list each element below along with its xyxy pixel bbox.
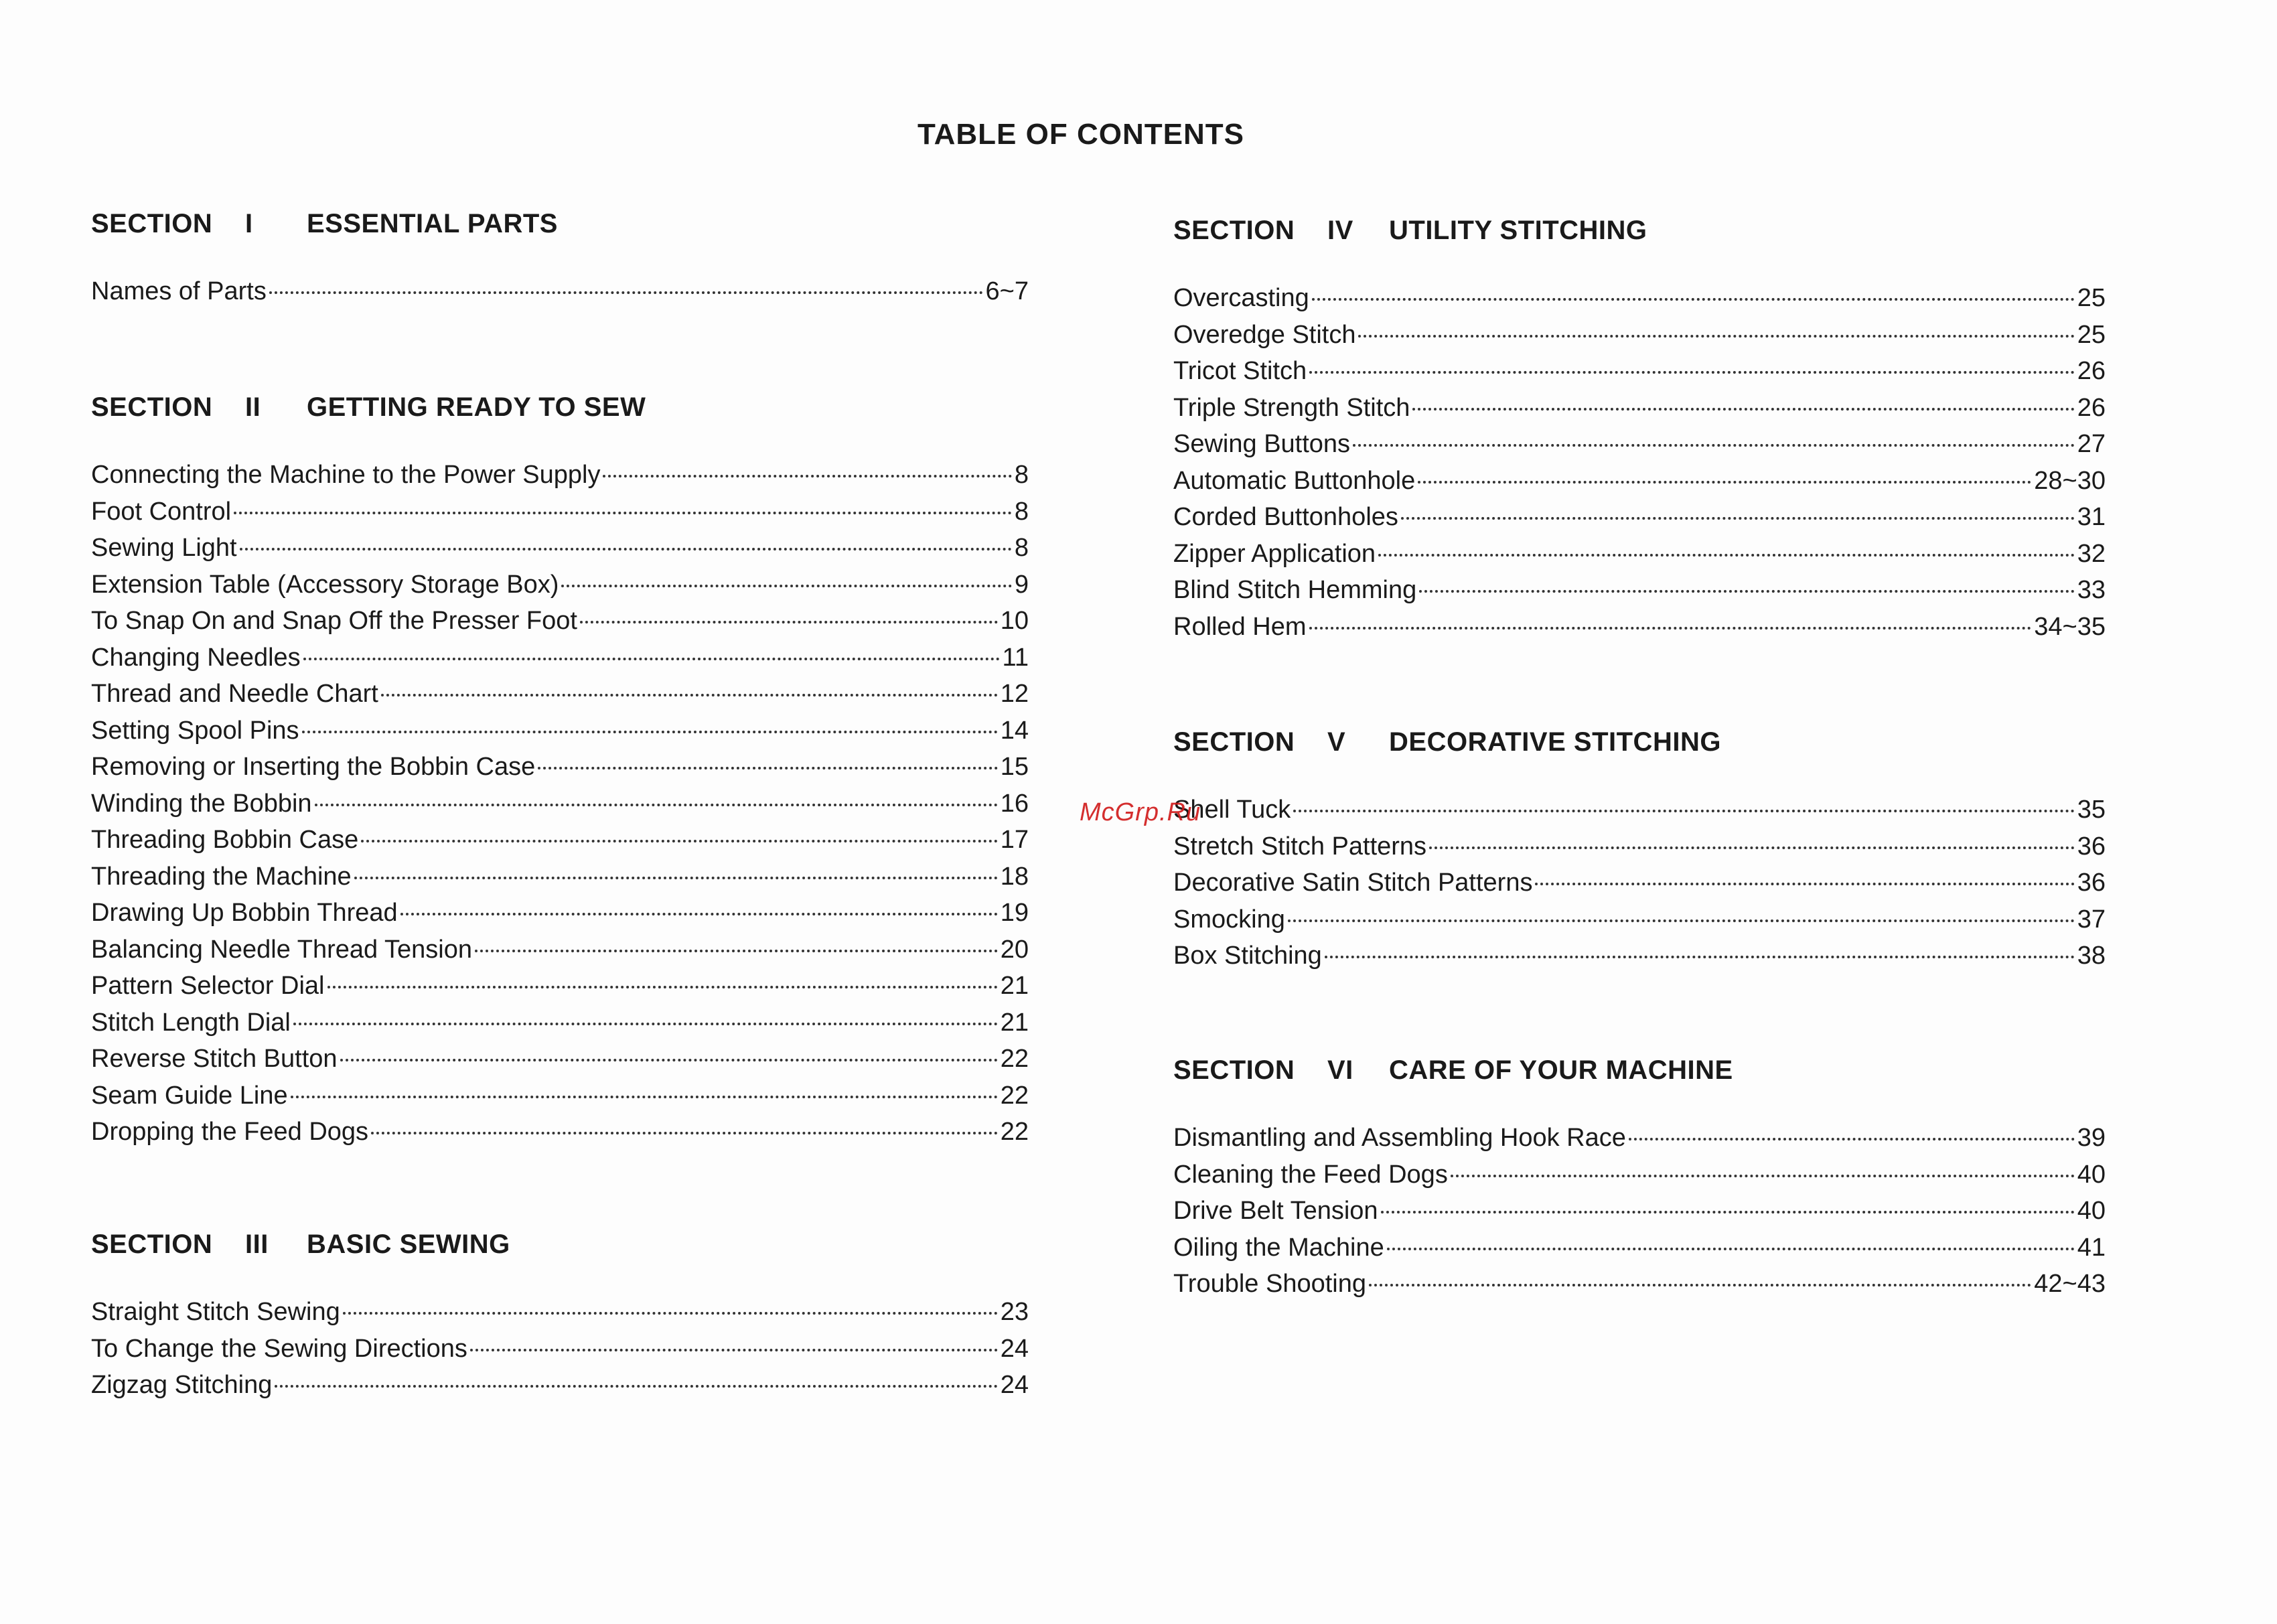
section-number: IV (1327, 216, 1353, 245)
entry-page-number: 18 (1000, 862, 1029, 891)
dot-leader (1451, 1175, 2075, 1177)
entry-page-number: 40 (2077, 1160, 2106, 1189)
dot-leader (361, 840, 997, 842)
entry-page-number: 8 (1014, 534, 1029, 562)
dot-leader (1419, 590, 2074, 593)
entry-page-number: 28~30 (2034, 466, 2106, 495)
entry-page-number: 12 (1000, 680, 1029, 708)
dot-leader (1369, 1284, 2031, 1286)
entry-title: Oiling the Machine (1173, 1233, 1384, 1262)
section-number: I (245, 209, 253, 238)
toc-entry (1173, 321, 2106, 358)
entry-title: Zipper Application (1173, 539, 1376, 568)
entry-title: To Change the Sewing Directions (91, 1334, 467, 1363)
entry-page-number: 35 (2077, 796, 2106, 824)
section-label: SECTION (1173, 216, 1295, 245)
dot-leader (1325, 956, 2075, 958)
entry-page-number: 41 (2077, 1233, 2106, 1262)
toc-entry (91, 753, 1029, 790)
entry-page-number: 14 (1000, 716, 1029, 745)
toc-entry (1173, 503, 2106, 540)
dot-leader (470, 1349, 998, 1351)
entry-title: Winding the Bobbin (91, 789, 312, 818)
toc-entry (1173, 394, 2106, 431)
entry-title: Stretch Stitch Patterns (1173, 832, 1427, 861)
toc-entry (1173, 357, 2106, 394)
entry-title: Automatic Buttonhole (1173, 466, 1416, 495)
entry-title: Stitch Length Dial (91, 1008, 291, 1037)
entry-title: Threading the Machine (91, 862, 352, 891)
dot-leader (1418, 481, 2031, 484)
dot-leader (293, 1023, 998, 1025)
dot-leader (1535, 883, 2074, 885)
toc-section (1173, 727, 2106, 978)
entry-page-number: 20 (1000, 935, 1029, 964)
entry-page-number: 40 (2077, 1197, 2106, 1225)
entry-page-number: 32 (2077, 539, 2106, 568)
toc-entry-list (1173, 284, 2106, 649)
entry-page-number: 8 (1014, 461, 1029, 489)
dot-leader (234, 512, 1012, 514)
dot-leader (561, 585, 1011, 587)
entry-title: Sewing Buttons (1173, 430, 1351, 458)
dot-leader (1378, 554, 2075, 557)
entry-page-number: 26 (2077, 357, 2106, 385)
watermark-text: McGrp.Ru (1080, 798, 1201, 826)
entry-page-number: 21 (1000, 972, 1029, 1000)
entry-title: Dropping the Feed Dogs (91, 1118, 369, 1146)
section-heading (91, 392, 1029, 430)
toc-entry (1173, 942, 2106, 978)
entry-page-number: 27 (2077, 430, 2106, 458)
entry-title: Balancing Needle Thread Tension (91, 935, 472, 964)
toc-entry (1173, 1234, 2106, 1270)
toc-entry (91, 1371, 1029, 1408)
dot-leader (1381, 1211, 2075, 1213)
entry-title: Thread and Needle Chart (91, 680, 378, 708)
section-label: SECTION (91, 209, 213, 238)
toc-section (91, 392, 1029, 1155)
entry-page-number: 15 (1000, 753, 1029, 781)
entry-title: Drawing Up Bobbin Thread (91, 899, 398, 927)
toc-entry (1173, 467, 2106, 504)
dot-leader (1387, 1248, 2075, 1250)
entry-page-number: 9 (1014, 570, 1029, 599)
entry-title: Drive Belt Tension (1173, 1197, 1378, 1225)
entry-page-number: 38 (2077, 942, 2106, 970)
entry-title: Connecting the Machine to the Power Supply (91, 461, 601, 489)
entry-page-number: 8 (1014, 497, 1029, 526)
section-label: SECTION (91, 392, 213, 422)
entry-page-number: 22 (1000, 1081, 1029, 1110)
toc-entry (91, 972, 1029, 1009)
dot-leader (340, 1059, 998, 1061)
entry-page-number: 31 (2077, 503, 2106, 531)
dot-leader (1629, 1138, 2075, 1140)
entry-title: Dismantling and Assembling Hook Race (1173, 1124, 1626, 1152)
dot-leader (291, 1096, 998, 1098)
toc-section (91, 209, 1029, 314)
section-number: V (1327, 727, 1346, 757)
entry-page-number: 34~35 (2034, 612, 2106, 641)
toc-entry (1173, 613, 2106, 650)
section-label: SECTION (91, 1230, 213, 1259)
section-title: ESSENTIAL PARTS (307, 209, 558, 238)
toc-entry (91, 1009, 1029, 1045)
toc-entry (1173, 576, 2106, 613)
toc-entry (91, 717, 1029, 753)
section-number: VI (1327, 1055, 1353, 1085)
entry-page-number: 24 (1000, 1371, 1029, 1399)
entry-title: Corded Buttonholes (1173, 503, 1398, 531)
dot-leader (1309, 627, 2032, 630)
toc-entry (91, 1118, 1029, 1155)
toc-entry (1173, 1270, 2106, 1307)
section-number: II (245, 392, 261, 422)
section-title: BASIC SEWING (307, 1230, 510, 1259)
toc-section (1173, 1055, 2106, 1307)
toc-section (1173, 216, 2106, 649)
entry-title: Sewing Light (91, 534, 237, 562)
dot-leader (580, 621, 998, 623)
dot-leader (1358, 335, 2074, 338)
dot-leader (303, 658, 1000, 660)
entry-page-number: 17 (1000, 826, 1029, 854)
entry-title: Overcasting (1173, 284, 1309, 312)
toc-section (91, 1230, 1029, 1408)
dot-leader (1353, 444, 2075, 447)
toc-entry (91, 1298, 1029, 1335)
entry-title: Extension Table (Accessory Storage Box) (91, 570, 559, 599)
entry-page-number: 21 (1000, 1008, 1029, 1037)
entry-page-number: 26 (2077, 393, 2106, 422)
entry-title: Changing Needles (91, 643, 301, 672)
entry-title: Threading Bobbin Case (91, 826, 359, 854)
entry-page-number: 10 (1000, 607, 1029, 635)
toc-entry (91, 571, 1029, 607)
toc-entry (91, 1045, 1029, 1082)
entry-page-number: 36 (2077, 832, 2106, 861)
toc-entry (91, 826, 1029, 863)
dot-leader (1293, 810, 2074, 812)
entry-title: Tricot Stitch (1173, 357, 1307, 385)
toc-entry-list (91, 1298, 1029, 1408)
entry-title: Straight Stitch Sewing (91, 1298, 340, 1326)
entry-title: Seam Guide Line (91, 1081, 288, 1110)
dot-leader (538, 767, 997, 769)
dot-leader (603, 475, 1011, 477)
section-number: III (245, 1230, 269, 1259)
entry-title: Trouble Shooting (1173, 1270, 1367, 1298)
section-heading (1173, 216, 2106, 253)
entry-title: Decorative Satin Stitch Patterns (1173, 869, 1533, 897)
page-title: TABLE OF CONTENTS (917, 118, 1244, 151)
section-title: CARE OF YOUR MACHINE (1389, 1055, 1733, 1085)
toc-entry (1173, 540, 2106, 577)
toc-entry (1173, 869, 2106, 905)
entry-title: Rolled Hem (1173, 612, 1307, 641)
toc-entry (91, 1082, 1029, 1118)
toc-entry (1173, 284, 2106, 321)
section-title: UTILITY STITCHING (1389, 216, 1647, 245)
entry-title: Names of Parts (91, 277, 267, 305)
entry-title: Removing or Inserting the Bobbin Case (91, 753, 536, 781)
dot-leader (381, 694, 998, 696)
dot-leader (269, 291, 983, 294)
entry-title: To Snap On and Snap Off the Presser Foot (91, 607, 577, 635)
entry-title: Smocking (1173, 905, 1285, 934)
toc-entry (91, 1335, 1029, 1372)
toc-entry-list (1173, 1124, 2106, 1307)
toc-entry (91, 644, 1029, 680)
dot-leader (371, 1132, 998, 1134)
dot-leader (475, 950, 998, 952)
toc-entry (91, 863, 1029, 899)
entry-page-number: 22 (1000, 1045, 1029, 1073)
dot-leader (315, 804, 998, 806)
entry-page-number: 19 (1000, 899, 1029, 927)
section-heading (1173, 727, 2106, 765)
toc-entry (1173, 1197, 2106, 1234)
toc-entry (1173, 796, 2106, 832)
toc-entry (1173, 905, 2106, 942)
toc-entry (91, 498, 1029, 534)
toc-entry-list (91, 461, 1029, 1155)
toc-entry-list (91, 277, 1029, 314)
entry-page-number: 22 (1000, 1118, 1029, 1146)
entry-title: Setting Spool Pins (91, 716, 299, 745)
dot-leader (354, 877, 998, 879)
dot-leader (1401, 517, 2075, 520)
entry-title: Blind Stitch Hemming (1173, 576, 1417, 604)
section-label: SECTION (1173, 1055, 1295, 1085)
dot-leader (240, 548, 1012, 550)
dot-leader (1288, 919, 2075, 922)
toc-entry (91, 461, 1029, 498)
toc-entry (91, 534, 1029, 571)
section-title: GETTING READY TO SEW (307, 392, 646, 422)
entry-title: Zigzag Stitching (91, 1371, 273, 1399)
entry-title: Box Stitching (1173, 942, 1322, 970)
toc-entry (91, 277, 1029, 314)
toc-entry (91, 790, 1029, 826)
entry-page-number: 42~43 (2034, 1270, 2106, 1298)
dot-leader (302, 731, 998, 733)
entry-title: Overedge Stitch (1173, 320, 1356, 349)
section-heading (91, 209, 1029, 246)
entry-page-number: 23 (1000, 1298, 1029, 1326)
entry-page-number: 37 (2077, 905, 2106, 934)
toc-entry (91, 607, 1029, 644)
dot-leader (327, 986, 998, 988)
section-heading (91, 1230, 1029, 1267)
entry-page-number: 24 (1000, 1334, 1029, 1363)
toc-entry (91, 899, 1029, 936)
entry-page-number: 25 (2077, 320, 2106, 349)
dot-leader (1429, 846, 2075, 849)
entry-title: Pattern Selector Dial (91, 972, 325, 1000)
dot-leader (400, 913, 998, 915)
entry-title: Triple Strength Stitch (1173, 393, 1410, 422)
entry-title: Cleaning the Feed Dogs (1173, 1160, 1448, 1189)
dot-leader (343, 1312, 998, 1315)
dot-leader (1412, 408, 2074, 411)
entry-title: Shell Tuck (1173, 796, 1291, 824)
entry-page-number: 16 (1000, 789, 1029, 818)
entry-title: Reverse Stitch Button (91, 1045, 338, 1073)
dot-leader (1312, 298, 2075, 301)
entry-page-number: 33 (2077, 576, 2106, 604)
entry-page-number: 6~7 (985, 277, 1029, 305)
toc-entry (1173, 1161, 2106, 1197)
entry-page-number: 39 (2077, 1124, 2106, 1152)
section-label: SECTION (1173, 727, 1295, 757)
toc-entry (1173, 832, 2106, 869)
section-title: DECORATIVE STITCHING (1389, 727, 1721, 757)
toc-entry (91, 680, 1029, 717)
entry-title: Foot Control (91, 497, 232, 526)
entry-page-number: 11 (1002, 643, 1029, 672)
toc-entry (91, 936, 1029, 972)
toc-entry (1173, 430, 2106, 467)
entry-page-number: 25 (2077, 284, 2106, 312)
entry-page-number: 36 (2077, 869, 2106, 897)
toc-entry-list (1173, 796, 2106, 978)
dot-leader (1309, 371, 2075, 374)
section-heading (1173, 1055, 2106, 1093)
toc-entry (1173, 1124, 2106, 1161)
dot-leader (275, 1385, 997, 1388)
